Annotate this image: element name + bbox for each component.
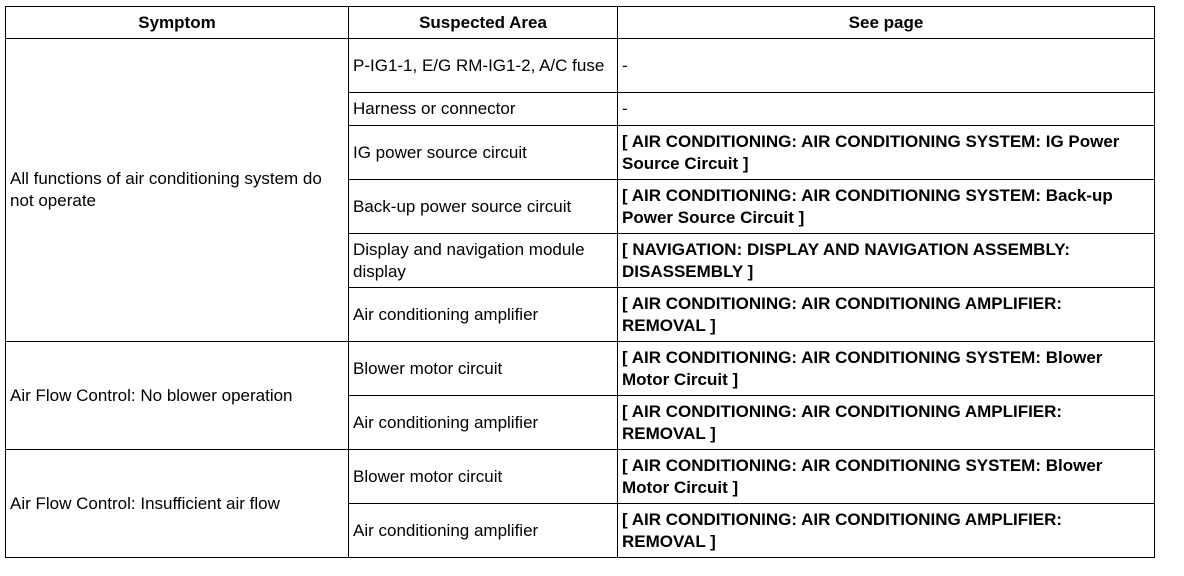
suspected-area-cell: Air conditioning amplifier (349, 288, 618, 342)
see-page-link[interactable]: [ AIR CONDITIONING: AIR CONDITIONING AMPLIFIER: REMOVAL ] (618, 396, 1155, 450)
header-symptom: Symptom (6, 7, 349, 39)
see-page-link[interactable]: [ AIR CONDITIONING: AIR CONDITIONING SYSTEM: IG Power Source Circuit ] (618, 126, 1155, 180)
suspected-area-cell: Air conditioning amplifier (349, 504, 618, 558)
see-page-link[interactable]: [ AIR CONDITIONING: AIR CONDITIONING SYSTEM: Blower Motor Circuit ] (618, 450, 1155, 504)
suspected-area-cell: Blower motor circuit (349, 342, 618, 396)
suspected-area-cell: Blower motor circuit (349, 450, 618, 504)
see-page-cell: - (618, 39, 1155, 93)
see-page-link[interactable]: [ NAVIGATION: DISPLAY AND NAVIGATION ASSEMBLY: DISASSEMBLY ] (618, 234, 1155, 288)
table-row (6, 450, 1155, 504)
see-page-link[interactable]: [ AIR CONDITIONING: AIR CONDITIONING SYSTEM: Back-up Power Source Circuit ] (618, 180, 1155, 234)
symptom-table (5, 6, 1155, 558)
header-see-page: See page (618, 7, 1155, 39)
suspected-area-cell: IG power source circuit (349, 126, 618, 180)
suspected-area-cell: Back-up power source circuit (349, 180, 618, 234)
suspected-area-cell: Harness or connector (349, 93, 618, 126)
symptom-cell: Air Flow Control: Insufficient air flow (6, 450, 349, 558)
suspected-area-cell: P-IG1-1, E/G RM-IG1-2, A/C fuse (349, 39, 618, 93)
see-page-link[interactable]: [ AIR CONDITIONING: AIR CONDITIONING AMPLIFIER: REMOVAL ] (618, 504, 1155, 558)
see-page-link[interactable]: [ AIR CONDITIONING: AIR CONDITIONING AMPLIFIER: REMOVAL ] (618, 288, 1155, 342)
symptom-cell: Air Flow Control: No blower operation (6, 342, 349, 450)
symptom-cell: All functions of air conditioning system do not operate (6, 39, 349, 342)
suspected-area-cell: Display and navigation module display (349, 234, 618, 288)
table-row (6, 39, 1155, 93)
see-page-link[interactable]: [ AIR CONDITIONING: AIR CONDITIONING SYSTEM: Blower Motor Circuit ] (618, 342, 1155, 396)
header-row (6, 7, 1155, 39)
suspected-area-cell: Air conditioning amplifier (349, 396, 618, 450)
see-page-cell: - (618, 93, 1155, 126)
table-row (6, 342, 1155, 396)
header-suspected-area: Suspected Area (349, 7, 618, 39)
